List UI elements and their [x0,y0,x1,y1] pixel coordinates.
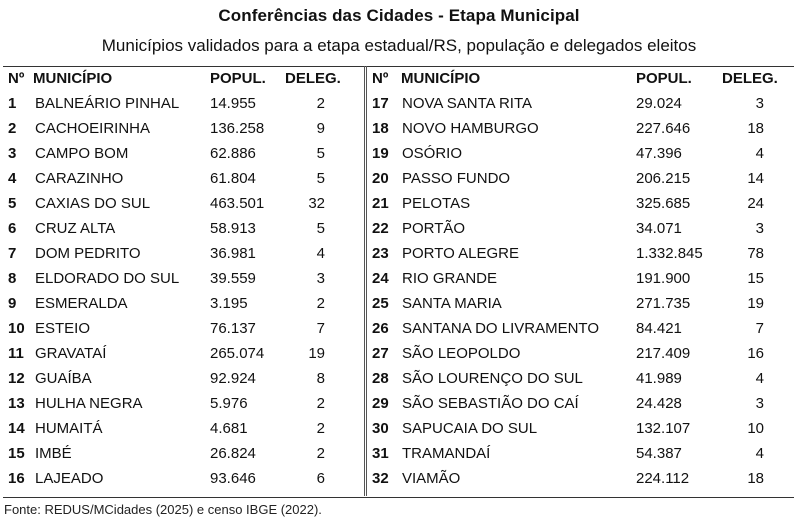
delegates-value: 14 [747,170,764,187]
population-value: 271.735 [636,295,691,312]
population-value: 227.646 [636,120,691,137]
row-number: 10 [8,320,25,337]
population-value: 41.989 [636,370,682,387]
municipio-name: BALNEÁRIO PINHAL [35,95,180,112]
population-value: 224.112 [636,470,690,487]
delegates-value: 9 [316,120,325,137]
header-municipio: MUNICÍPIO [33,70,113,87]
population-value: 39.559 [210,270,256,287]
municipio-name: IMBÉ [35,445,72,462]
population-value: 84.421 [636,320,682,337]
table-row [3,91,363,116]
delegates-value: 6 [316,470,325,487]
municipio-name: TRAMANDAÍ [402,445,491,462]
delegates-value: 4 [755,145,764,162]
municipio-name: CAXIAS DO SUL [35,195,151,212]
table-row [370,91,794,116]
row-number: 30 [372,420,389,437]
header-deleg: DELEG. [285,70,341,87]
table-row [370,191,794,216]
delegates-value: 5 [316,170,325,187]
municipio-name: SÃO SEBASTIÃO DO CAÍ [402,395,579,412]
table-left [3,66,363,491]
table-row [3,141,363,166]
delegates-value: 2 [316,445,325,462]
source-footer: Fonte: REDUS/MCidades (2025) e censo IBGE (2022). [4,502,322,517]
municipio-name: VIAMÃO [402,470,461,487]
row-number: 17 [372,95,389,112]
population-value: 5.976 [210,395,248,412]
table-row [370,216,794,241]
delegates-value: 15 [747,270,764,287]
row-number: 3 [8,145,17,162]
header-row-left [3,66,363,91]
row-number: 21 [372,195,389,212]
municipio-name: LAJEADO [35,470,104,487]
row-number: 18 [372,120,389,137]
header-deleg: DELEG. [722,70,778,87]
table-row [370,416,794,441]
table-row [3,416,363,441]
row-number: 15 [8,445,25,462]
population-value: 92.924 [210,370,256,387]
delegates-value: 7 [755,320,764,337]
row-number: 14 [8,420,25,437]
delegates-value: 5 [316,220,325,237]
table-row [370,166,794,191]
row-number: 4 [8,170,17,187]
delegates-value: 32 [308,195,325,212]
table-row [370,241,794,266]
row-number: 32 [372,470,389,487]
table-row [370,466,794,491]
header-row-right [370,66,794,91]
row-number: 24 [372,270,389,287]
table-row [3,366,363,391]
row-number: 12 [8,370,25,387]
table-row [3,191,363,216]
municipio-name: SÃO LOURENÇO DO SUL [402,370,583,387]
table-row [3,116,363,141]
table-right [370,66,794,491]
population-value: 76.137 [210,320,256,337]
delegates-value: 78 [747,245,764,262]
population-value: 1.332.845 [636,245,703,262]
population-value: 4.681 [210,420,248,437]
delegates-value: 19 [308,345,325,362]
table-row [3,266,363,291]
table-row [3,391,363,416]
population-value: 61.804 [210,170,256,187]
delegates-value: 2 [316,420,325,437]
row-number: 28 [372,370,389,387]
header-popul: POPUL. [210,70,266,87]
population-value: 136.258 [210,120,265,137]
population-value: 206.215 [636,170,691,187]
table-row [3,441,363,466]
municipio-name: SÃO LEOPOLDO [402,345,521,362]
delegates-value: 16 [747,345,764,362]
delegates-value: 7 [316,320,325,337]
population-value: 47.396 [636,145,682,162]
row-number: 31 [372,445,389,462]
delegates-value: 4 [316,245,325,262]
table-row [370,341,794,366]
municipio-name: SAPUCAIA DO SUL [402,420,538,437]
row-number: 23 [372,245,389,262]
population-value: 24.428 [636,395,682,412]
table-row [3,166,363,191]
table-row [370,366,794,391]
delegates-value: 18 [747,470,764,487]
page-title: Conferências das Cidades - Etapa Municipal [218,6,580,25]
population-value: 29.024 [636,95,682,112]
header-num: Nº [372,70,389,87]
row-number: 25 [372,295,389,312]
delegates-value: 4 [755,445,764,462]
header-num: Nº [8,70,25,87]
row-number: 2 [8,120,17,137]
municipio-name: HULHA NEGRA [35,395,143,412]
delegates-value: 4 [755,370,764,387]
delegates-value: 18 [747,120,764,137]
municipio-name: CAMPO BOM [35,145,129,162]
row-number: 1 [8,95,17,112]
municipio-name: PORTO ALEGRE [402,245,519,262]
municipio-name: SANTA MARIA [402,295,502,312]
row-number: 29 [372,395,389,412]
municipio-name: NOVA SANTA RITA [402,95,533,112]
table-row [370,116,794,141]
municipio-name: RIO GRANDE [402,270,498,287]
population-value: 3.195 [210,295,248,312]
row-number: 11 [8,345,24,362]
table-row [3,216,363,241]
population-value: 14.955 [210,95,256,112]
table-row [370,291,794,316]
table-row [3,341,363,366]
table-row [3,291,363,316]
municipio-name: ESTEIO [35,320,91,337]
population-value: 62.886 [210,145,256,162]
table-row [370,391,794,416]
delegates-value: 3 [755,220,764,237]
population-value: 325.685 [636,195,691,212]
row-number: 27 [372,345,389,362]
header-municipio: MUNICÍPIO [401,70,481,87]
row-number: 16 [8,470,25,487]
table-row [370,441,794,466]
delegates-value: 2 [316,95,325,112]
table-row [370,266,794,291]
delegates-value: 10 [747,420,764,437]
delegates-value: 3 [755,95,764,112]
population-value: 93.646 [210,470,256,487]
row-number: 8 [8,270,17,287]
municipio-name: CARAZINHO [35,170,124,187]
population-value: 34.071 [636,220,682,237]
delegates-value: 19 [747,295,764,312]
row-number: 5 [8,195,17,212]
delegates-value: 5 [316,145,325,162]
municipio-name: PELOTAS [402,195,471,212]
population-value: 54.387 [636,445,682,462]
population-value: 36.981 [210,245,256,262]
table-row [3,241,363,266]
municipio-name: CRUZ ALTA [35,220,116,237]
page-subtitle: Municípios validados para a etapa estadual/RS, população e delegados eleitos [101,36,697,55]
delegates-value: 24 [747,195,764,212]
table-row [3,466,363,491]
municipio-name: DOM PEDRITO [35,245,141,262]
delegates-value: 2 [316,395,325,412]
row-number: 7 [8,245,17,262]
row-number: 26 [372,320,389,337]
municipio-name: HUMAITÁ [35,420,103,437]
municipio-name: GUAÍBA [35,370,92,387]
row-number: 19 [372,145,389,162]
municipio-name: ELDORADO DO SUL [35,270,180,287]
municipio-name: PORTÃO [402,220,466,237]
population-value: 463.501 [210,195,265,212]
population-value: 26.824 [210,445,256,462]
row-number: 13 [8,395,25,412]
row-number: 9 [8,295,17,312]
table-row [3,316,363,341]
delegates-value: 2 [316,295,325,312]
population-value: 58.913 [210,220,256,237]
population-value: 217.409 [636,345,691,362]
population-value: 132.107 [636,420,691,437]
row-number: 20 [372,170,389,187]
population-value: 265.074 [210,345,265,362]
header-popul: POPUL. [636,70,692,87]
municipio-name: NOVO HAMBURGO [402,120,539,137]
table-row [370,141,794,166]
delegates-value: 8 [316,370,325,387]
municipio-name: CACHOEIRINHA [35,120,151,137]
row-number: 6 [8,220,17,237]
delegates-value: 3 [755,395,764,412]
delegates-value: 3 [316,270,325,287]
table-row [370,316,794,341]
column-divider [364,66,367,496]
municipio-name: PASSO FUNDO [402,170,511,187]
row-number: 22 [372,220,389,237]
municipio-name: GRAVATAÍ [35,345,107,362]
municipio-name: ESMERALDA [35,295,128,312]
municipio-name: SANTANA DO LIVRAMENTO [402,320,599,337]
municipio-name: OSÓRIO [402,145,463,162]
population-value: 191.900 [636,270,691,287]
